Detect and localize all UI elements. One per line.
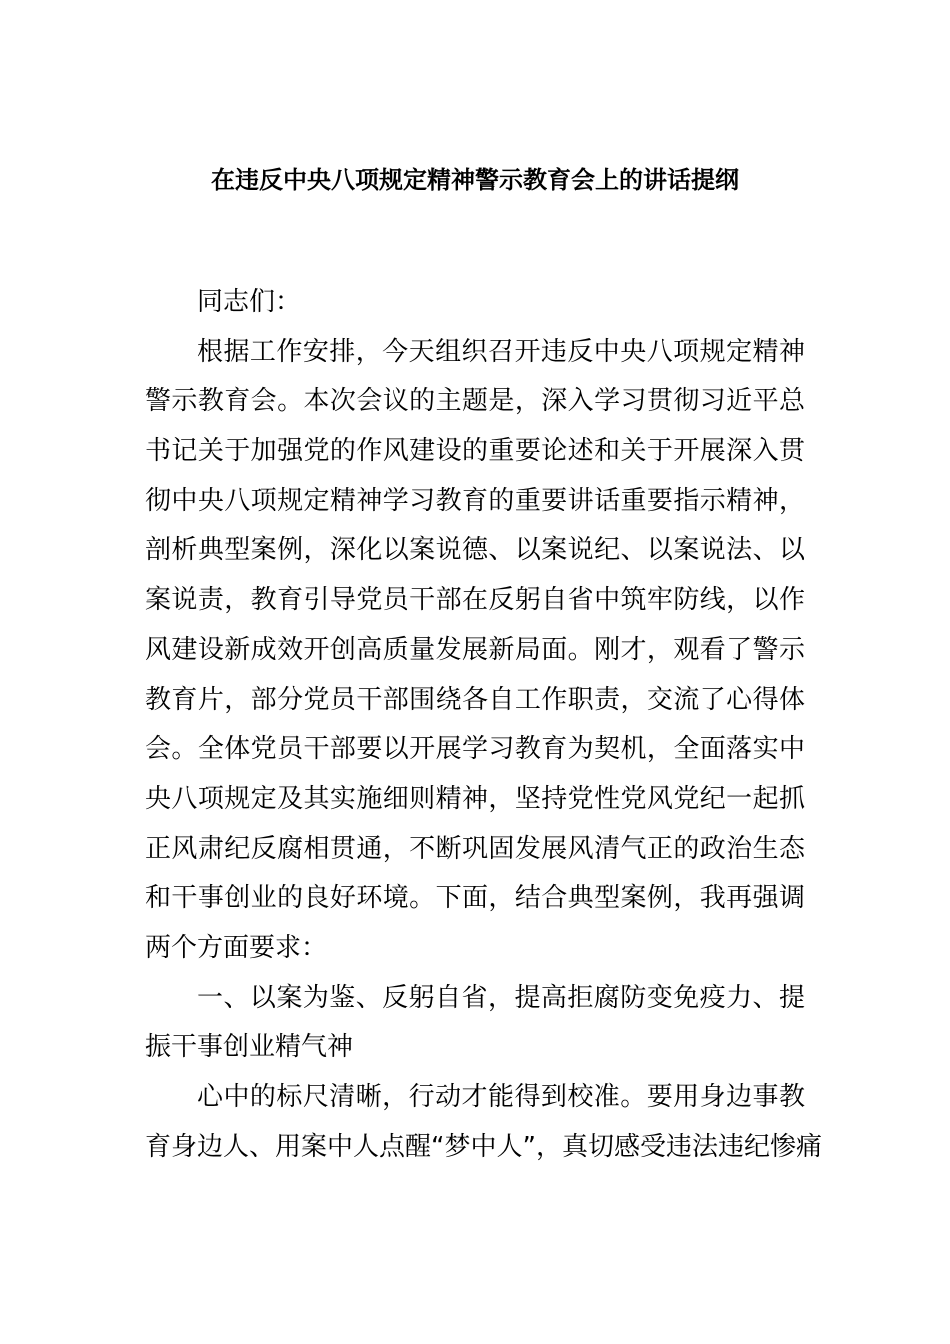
document-body (145, 285, 822, 1179)
text-line: 警示教育会。本次会议的主题是，深入学习贯彻习近平总 (145, 386, 805, 417)
text-line: 育身边人、用案中人点醒“梦中人”，真切感受违法违纪惨痛 (145, 1131, 822, 1162)
text-line: 剖析典型案例，深化以案说德、以案说纪、以案说法、以 (145, 535, 805, 566)
text-line: 央八项规定及其实施细则精神，坚持党性党风党纪一起抓 (145, 783, 805, 814)
salutation: 同志们： (197, 287, 302, 317)
text-line: 和干事创业的良好环境。下面，结合典型案例，我再强调 (145, 883, 805, 914)
text-line: 根据工作安排，今天组织召开违反中央八项规定精神 (197, 336, 805, 367)
text-line: 书记关于加强党的作风建设的重要论述和关于开展深入贯 (145, 436, 805, 467)
text-line: 教育片，部分党员干部围绕各自工作职责，交流了心得体 (145, 684, 805, 715)
document-title: 在违反中央八项规定精神警示教育会上的讲话提纲 (211, 166, 739, 194)
text-line: 两个方面要求： (145, 932, 328, 963)
text-line: 振干事创业精气神 (145, 1032, 354, 1063)
paragraph-intro (145, 335, 805, 981)
section-heading-1 (145, 981, 805, 1080)
text-line: 彻中央八项规定精神学习教育的重要讲话重要指示精神， (145, 485, 805, 516)
text-line: 会。全体党员干部要以开展学习教育为契机，全面落实中 (145, 734, 805, 765)
text-line: 心中的标尺清晰，行动才能得到校准。要用身边事教 (197, 1082, 805, 1112)
paragraph-section-1 (145, 1080, 822, 1179)
text-line: 风建设新成效开创高质量发展新局面。刚才，观看了警示 (145, 634, 805, 665)
text-line: 案说责，教育引导党员干部在反躬自省中筑牢防线，以作 (145, 585, 805, 616)
text-line: 正风肃纪反腐相贯通，不断巩固发展风清气正的政治生态 (145, 833, 805, 864)
text-line: 一、以案为鉴、反躬自省，提高拒腐防变免疫力、提 (197, 982, 805, 1013)
